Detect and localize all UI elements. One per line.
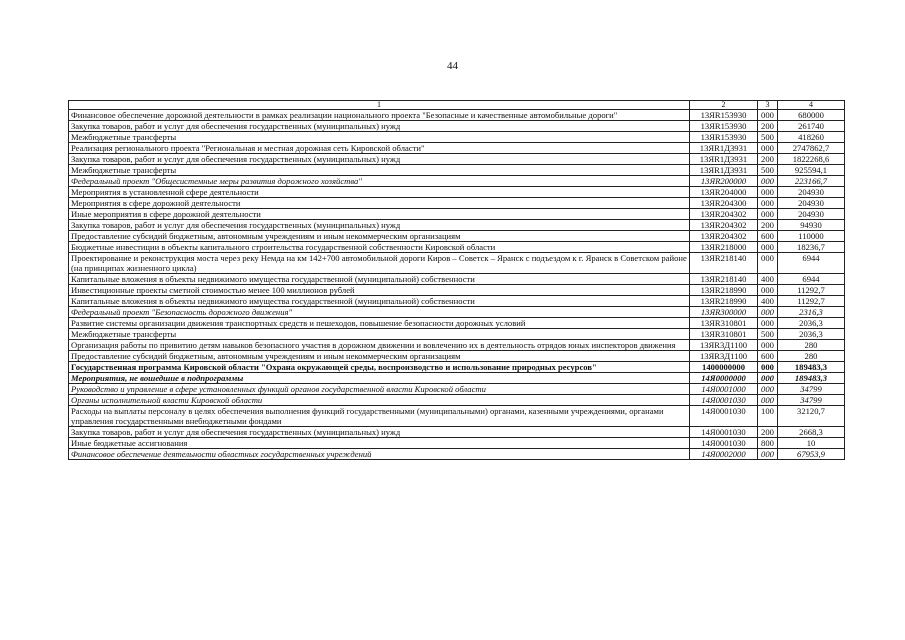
row-code-cell: 13ЯR300000 (690, 307, 758, 318)
row-name-cell: Межбюджетные трансферты (69, 329, 690, 340)
row-name-cell: Реализация регионального проекта "Региональная и местная дорожная сеть Кировской области" (69, 143, 690, 154)
row-code-cell: 14Я0002000 (690, 449, 758, 460)
row-name-cell: Расходы на выплаты персоналу в целях обеспечения выполнения функций государственными (муниципальными) органами, казенными учреждениями, органами управления государственными внебюджетными фондами (69, 406, 690, 427)
header-cell-code: 2 (690, 101, 758, 110)
row-name-cell: Организация работы по привитию детям навыков безопасного участия в дорожном движении и вовлечению их в деятельность отрядов юных инспекторов движения (69, 340, 690, 351)
row-expense-type-cell: 600 (758, 351, 778, 362)
row-name-cell: Закупка товаров, работ и услуг для обеспечения государственных (муниципальных) нужд (69, 427, 690, 438)
row-expense-type-cell: 000 (758, 340, 778, 351)
row-sum-cell: 110000 (778, 231, 845, 242)
table-row (69, 373, 845, 384)
row-code-cell: 13ЯR153930 (690, 132, 758, 143)
row-sum-cell: 11292,7 (778, 285, 845, 296)
table-body (69, 101, 845, 460)
row-expense-type-cell: 500 (758, 165, 778, 176)
row-code-cell: 1400000000 (690, 362, 758, 373)
row-code-cell: 13ЯR204302 (690, 220, 758, 231)
table-header-row (69, 101, 845, 110)
row-expense-type-cell: 500 (758, 329, 778, 340)
budget-table (68, 100, 845, 460)
table-row (69, 318, 845, 329)
row-expense-type-cell: 200 (758, 427, 778, 438)
row-sum-cell: 680000 (778, 110, 845, 121)
row-name-cell: Инвестиционные проекты сметной стоимостью менее 100 миллионов рублей (69, 285, 690, 296)
row-code-cell: 14Я0001000 (690, 384, 758, 395)
row-code-cell: 14Я0001030 (690, 406, 758, 427)
row-sum-cell: 67953,9 (778, 449, 845, 460)
table-row (69, 427, 845, 438)
row-sum-cell: 204930 (778, 187, 845, 198)
row-sum-cell: 418260 (778, 132, 845, 143)
row-expense-type-cell: 000 (758, 209, 778, 220)
row-sum-cell: 34799 (778, 384, 845, 395)
table-row (69, 449, 845, 460)
row-sum-cell: 261740 (778, 121, 845, 132)
table-row (69, 384, 845, 395)
row-expense-type-cell: 000 (758, 242, 778, 253)
row-sum-cell: 2036,3 (778, 329, 845, 340)
table-row (69, 307, 845, 318)
row-sum-cell: 2036,3 (778, 318, 845, 329)
row-name-cell: Государственная программа Кировской области "Охрана окружающей среды, воспроизводство и использование природных ресурсов" (69, 362, 690, 373)
table-row (69, 329, 845, 340)
row-expense-type-cell: 000 (758, 143, 778, 154)
row-expense-type-cell: 000 (758, 449, 778, 460)
row-expense-type-cell: 000 (758, 318, 778, 329)
row-code-cell: 13ЯR218000 (690, 242, 758, 253)
row-code-cell: 13ЯR153930 (690, 121, 758, 132)
row-code-cell: 14Я0001030 (690, 395, 758, 406)
row-sum-cell: 34799 (778, 395, 845, 406)
row-expense-type-cell: 000 (758, 198, 778, 209)
row-expense-type-cell: 000 (758, 362, 778, 373)
row-name-cell: Мероприятия, не вошедшие в подпрограммы (69, 373, 690, 384)
row-expense-type-cell: 000 (758, 285, 778, 296)
table-row (69, 438, 845, 449)
row-code-cell: 13ЯR200000 (690, 176, 758, 187)
table-row (69, 242, 845, 253)
row-expense-type-cell: 000 (758, 395, 778, 406)
row-sum-cell: 2316,3 (778, 307, 845, 318)
row-name-cell: Федеральный проект "Общесистемные меры развития дорожного хозяйства" (69, 176, 690, 187)
row-sum-cell: 204930 (778, 198, 845, 209)
row-name-cell: Мероприятия в установленной сфере деятельности (69, 187, 690, 198)
row-expense-type-cell: 200 (758, 220, 778, 231)
row-code-cell: 13ЯR310801 (690, 318, 758, 329)
row-sum-cell: 189483,3 (778, 373, 845, 384)
row-sum-cell: 280 (778, 340, 845, 351)
row-name-cell: Руководство и управление в сфере установленных функций органов государственной власти Кировской области (69, 384, 690, 395)
table-row (69, 220, 845, 231)
table-row (69, 406, 845, 427)
row-code-cell: 13ЯR3Д1100 (690, 351, 758, 362)
table-row (69, 187, 845, 198)
row-sum-cell: 925594,1 (778, 165, 845, 176)
row-sum-cell: 32120,7 (778, 406, 845, 427)
row-name-cell: Иные бюджетные ассигнования (69, 438, 690, 449)
table-row (69, 285, 845, 296)
row-expense-type-cell: 000 (758, 373, 778, 384)
row-sum-cell: 6944 (778, 274, 845, 285)
table-row (69, 274, 845, 285)
row-expense-type-cell: 200 (758, 154, 778, 165)
row-expense-type-cell: 200 (758, 121, 778, 132)
row-expense-type-cell: 600 (758, 231, 778, 242)
row-name-cell: Бюджетные инвестиции в объекты капитального строительства государственной собственности Кировской области (69, 242, 690, 253)
row-code-cell: 13ЯR204302 (690, 231, 758, 242)
row-code-cell: 13ЯR204000 (690, 187, 758, 198)
table-row (69, 395, 845, 406)
row-expense-type-cell: 000 (758, 110, 778, 121)
row-name-cell: Финансовое обеспечение деятельности областных государственных учреждений (69, 449, 690, 460)
row-expense-type-cell: 000 (758, 307, 778, 318)
row-sum-cell: 189483,3 (778, 362, 845, 373)
row-name-cell: Проектирование и реконструкция моста через реку Немда на км 142+700 автомобильной дороги Киров – Советск – Яранск с подъездом к г. Яранск в Советском районе (на принципах жизненного цикла) (69, 253, 690, 274)
row-expense-type-cell: 000 (758, 253, 778, 274)
row-expense-type-cell: 000 (758, 187, 778, 198)
row-code-cell: 14Я0001030 (690, 438, 758, 449)
row-sum-cell: 6944 (778, 253, 845, 274)
row-expense-type-cell: 500 (758, 132, 778, 143)
table-row (69, 351, 845, 362)
row-code-cell: 13ЯR204302 (690, 209, 758, 220)
header-cell-name: 1 (69, 101, 690, 110)
table-row (69, 362, 845, 373)
table-row (69, 121, 845, 132)
row-name-cell: Мероприятия в сфере дорожной деятельности (69, 198, 690, 209)
row-name-cell: Межбюджетные трансферты (69, 132, 690, 143)
row-name-cell: Капитальные вложения в объекты недвижимого имущества государственной (муниципальной) собственности (69, 296, 690, 307)
row-sum-cell: 2668,3 (778, 427, 845, 438)
row-name-cell: Финансовое обеспечение дорожной деятельности в рамках реализации национального проекта "Безопасные и качественные автомобильные дороги" (69, 110, 690, 121)
row-sum-cell: 2747862,7 (778, 143, 845, 154)
row-name-cell: Органы исполнительной власти Кировской области (69, 395, 690, 406)
table-row (69, 296, 845, 307)
table-row (69, 110, 845, 121)
row-code-cell: 13ЯR153930 (690, 110, 758, 121)
row-code-cell: 14Я0001030 (690, 427, 758, 438)
row-sum-cell: 204930 (778, 209, 845, 220)
table-row (69, 253, 845, 274)
table-row (69, 143, 845, 154)
row-code-cell: 13ЯR218990 (690, 285, 758, 296)
row-code-cell: 14Я0000000 (690, 373, 758, 384)
row-expense-type-cell: 100 (758, 406, 778, 427)
row-code-cell: 13ЯR218140 (690, 253, 758, 274)
row-code-cell: 13ЯR218140 (690, 274, 758, 285)
row-name-cell: Развитие системы организации движения транспортных средств и пешеходов, повышение безопасности дорожных условий (69, 318, 690, 329)
row-code-cell: 13ЯR204300 (690, 198, 758, 209)
header-cell-sum: 4 (778, 101, 845, 110)
page-number: 44 (447, 60, 458, 72)
row-expense-type-cell: 000 (758, 176, 778, 187)
row-expense-type-cell: 800 (758, 438, 778, 449)
table-row (69, 154, 845, 165)
row-expense-type-cell: 400 (758, 274, 778, 285)
row-name-cell: Закупка товаров, работ и услуг для обеспечения государственных (муниципальных) нужд (69, 220, 690, 231)
row-name-cell: Закупка товаров, работ и услуг для обеспечения государственных (муниципальных) нужд (69, 121, 690, 132)
row-name-cell: Предоставление субсидий бюджетным, автономным учреждениям и иным некоммерческим организациям (69, 231, 690, 242)
row-sum-cell: 223166,7 (778, 176, 845, 187)
row-name-cell: Предоставление субсидий бюджетным, автономным учреждениям и иным некоммерческим организациям (69, 351, 690, 362)
row-sum-cell: 18236,7 (778, 242, 845, 253)
table-row (69, 231, 845, 242)
table-row (69, 165, 845, 176)
header-cell-type: 3 (758, 101, 778, 110)
table-row (69, 209, 845, 220)
row-expense-type-cell: 400 (758, 296, 778, 307)
row-expense-type-cell: 000 (758, 384, 778, 395)
table-row (69, 198, 845, 209)
table-row (69, 176, 845, 187)
row-name-cell: Закупка товаров, работ и услуг для обеспечения государственных (муниципальных) нужд (69, 154, 690, 165)
row-sum-cell: 280 (778, 351, 845, 362)
row-code-cell: 13ЯR1Д3931 (690, 165, 758, 176)
table-row (69, 340, 845, 351)
row-sum-cell: 94930 (778, 220, 845, 231)
row-sum-cell: 10 (778, 438, 845, 449)
row-name-cell: Межбюджетные трансферты (69, 165, 690, 176)
row-name-cell: Капитальные вложения в объекты недвижимого имущества государственной (муниципальной) собственности (69, 274, 690, 285)
row-name-cell: Иные мероприятия в сфере дорожной деятельности (69, 209, 690, 220)
row-code-cell: 13ЯR310801 (690, 329, 758, 340)
row-code-cell: 13ЯR3Д1100 (690, 340, 758, 351)
row-name-cell: Федеральный проект "Безопасность дорожного движения" (69, 307, 690, 318)
row-sum-cell: 1822268,6 (778, 154, 845, 165)
row-sum-cell: 11292,7 (778, 296, 845, 307)
row-code-cell: 13ЯR1Д3931 (690, 143, 758, 154)
table-row (69, 132, 845, 143)
row-code-cell: 13ЯR218990 (690, 296, 758, 307)
row-code-cell: 13ЯR1Д3931 (690, 154, 758, 165)
